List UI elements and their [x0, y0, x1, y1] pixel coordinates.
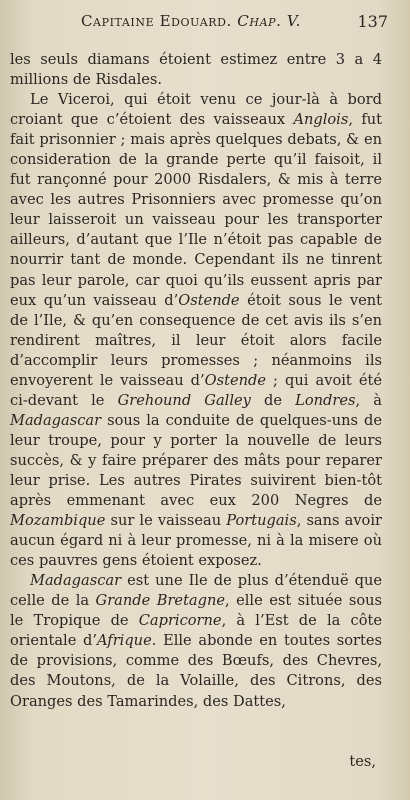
- text-run: de: [250, 391, 296, 409]
- italic-text: Anglois: [293, 111, 349, 129]
- italic-text: Ostende: [178, 291, 240, 309]
- text-run: ; qui avoit été ci-devant le: [10, 371, 382, 409]
- paragraph: [10, 50, 382, 90]
- italic-text: Grande Bretagne: [95, 592, 226, 610]
- text-run: est une Ile de plus d’étenduë que celle de la: [10, 572, 382, 610]
- italic-text: Capricorne: [138, 612, 222, 630]
- italic-text: Madagascar: [10, 411, 102, 429]
- italic-text: Londres: [295, 391, 356, 409]
- text-run: sous la conduite de quelques-uns de leur troupe, pour y porter la nouvelle de leurs succès, & y faire préparer des mâts pour reparer leur prise. Les autres Pirates suivirent bien-tôt après emmenant avec eux 200 Negres de: [10, 411, 382, 510]
- text-run: sur le vaisseau: [105, 512, 227, 530]
- book-title: Capitaine Edouard.: [80, 12, 232, 30]
- italic-text: Afrique: [97, 632, 152, 650]
- text-run: , sans avoir aucun égard ni à leur promesse, ni à la misere où ces pauvres gens étoient exposez.: [10, 512, 382, 570]
- text-run: , fut fait prisonnier ; mais après quelques debats, & en consideration de la grande perte qu’il faisoit, il fut rançonné pour 2000 Risdalers, & mis à terre avec les autres Prisonniers avec promesse qu’on leur laisseroit un vaisseau pour les transporter ailleurs, d’autant que l’Ile n’étoit pas capable de nourrir tant de monde. Cependant ils ne tinrent pas leur parole, car quoi qu’ils eussent apris par eux qu’un vaisseau d’: [10, 111, 382, 309]
- text-run: les seuls diamans étoient estimez entre 3 a 4 millions de Risdales.: [10, 51, 382, 89]
- text-run: Le Viceroi, qui étoit venu ce jour-là à bord croiant que c’étoient des vaisseaux: [10, 91, 382, 129]
- text-run: . Elle abonde en toutes sortes de provisions, comme des Bœufs, des Chevres, des Moutons, de la Volaille, des Citrons, des Oranges des Tamarindes, des Dattes,: [10, 632, 382, 710]
- page-number: 137: [357, 12, 388, 31]
- running-title: [36, 12, 346, 30]
- paragraph: [10, 90, 382, 571]
- paragraph: [10, 571, 382, 711]
- catchword: tes,: [349, 753, 376, 770]
- text-run: , à: [355, 391, 382, 409]
- page-body: [10, 50, 382, 712]
- italic-text: Mozambique: [10, 512, 106, 530]
- running-header: [36, 12, 388, 38]
- text-run: étoit sous le vent de l’Ile, & qu’en consequence de cet avis ils s’en rendirent maîtres, il leur étoit alors facile d’accomplir leurs promesses ; néanmoins ils envoyerent le vaisseau d’: [10, 291, 382, 389]
- italic-text: Grehound Galley: [117, 391, 251, 409]
- chapter-label: Chap. V.: [237, 12, 302, 30]
- italic-text: Madagascar: [30, 572, 122, 590]
- text-run: , elle est située sous le Tropique de: [10, 592, 382, 630]
- italic-text: Ostende: [204, 371, 266, 389]
- italic-text: Portugais: [226, 512, 297, 530]
- text-run: , à l’Est de la côte orientale d’: [10, 612, 382, 650]
